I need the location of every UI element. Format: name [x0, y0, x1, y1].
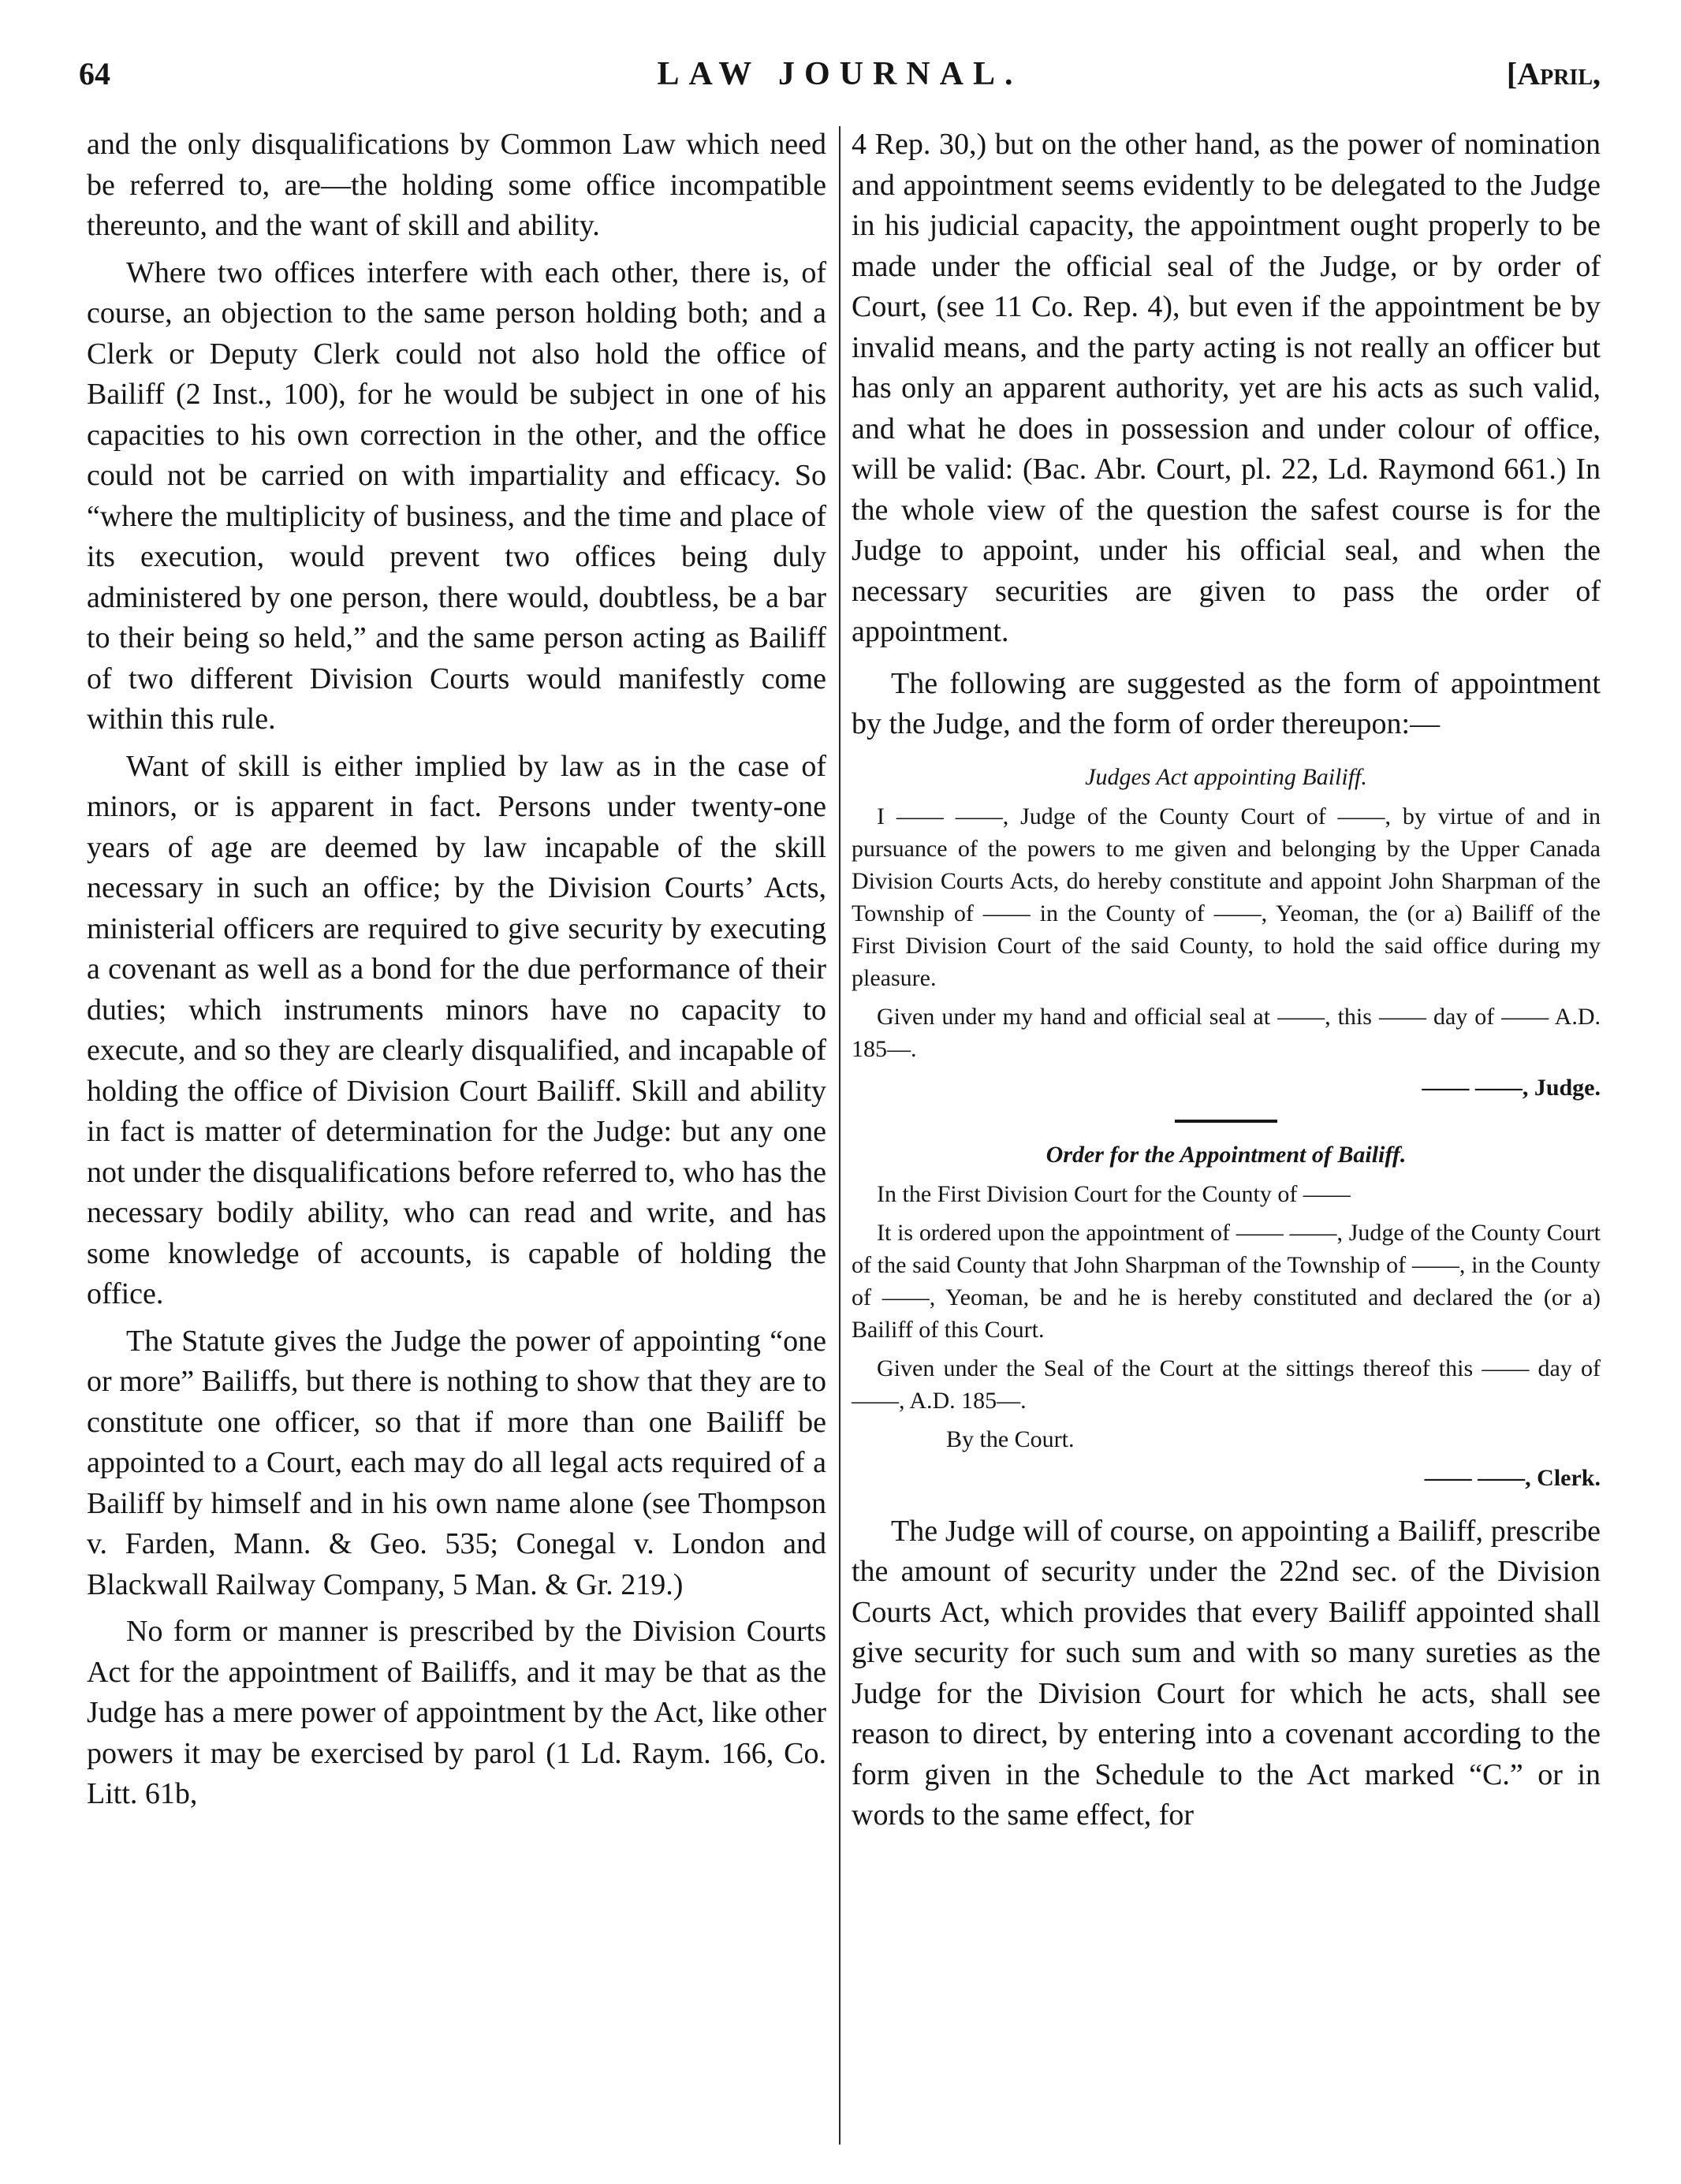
court-line: In the First Division Court for the County of —— [877, 1180, 1351, 1207]
paragraph: Where two offices interfere with each other, there is, of course, an objection to the same person holding both; and a Clerk or Deputy Clerk could not also hold the office of Bailiff (2 Inst., 100), for he would be subject in one of his capacities to his own correction in the other, and the office could not be carried on with impartiality and efficacy. So “where the multiplicity of business, and the time and place of its execution, would prevent two offices being duly administered by one person, there would, doubtless, be a bar to their being so held,” and the same person acting as Bailiff of two different Division Courts would manifestly come within this rule. [87, 255, 826, 736]
form-given-line: Given under the Seal of the Court at the sittings thereof this —— day of ——, A.D. 185—. [852, 1355, 1601, 1414]
paragraph: The following are suggested as the form of appointment by the Judge, and the form of order thereupon:— [852, 666, 1601, 740]
issue-month: [April, [1506, 56, 1601, 91]
form-body: I —— ——, Judge of the County Court of ——, by virtue of and in pursuance of the powers to me given and belonging by the Upper Canada Division Courts Acts, do hereby constitute and appoint John Sharpman of the Township of —— in the County of ——, Yeoman, the (or a) Bailiff of the First Division Court of the said County, to hold the said office during my pleasure. [852, 803, 1601, 991]
running-header [79, 55, 1601, 110]
paragraph: The Judge will of course, on appointing a Bailiff, prescribe the amount of security under the 22nd sec. of the Division Courts Act, which provides that every Bailiff appointed shall give security for such sum and with so many sureties as the Judge for the Division Court for which he acts, shall see reason to direct, by entering into a covenant according to the form given in the Schedule to the Act marked “C.” or in words to the same effect, for [852, 1514, 1601, 1832]
form-heading: Judges Act appointing Bailiff. [1085, 763, 1367, 790]
paragraph: Want of skill is either implied by law as in the case of minors, or is apparent in fact. Persons under twenty-one years of age are deemed by law incapable of the skill necessary in such an office; by the Division Courts’ Acts, ministerial officers are required to give security by executing a covenant as well as a bond for the due performance of their duties; which instruments minors have no capacity to execute, and so they are clearly disqualified, and incapable of holding the office of Division Court Bailiff. Skill and ability in fact is matter of determination for the Judge: but any one not under the disqualifications before referred to, who has the necessary bodily ability, who can read and write, and has some knowledge of accounts, is capable of holding the office. [87, 749, 826, 1310]
section-divider [1175, 1120, 1277, 1123]
right-column [852, 125, 1601, 1836]
form-given-line: Given under my hand and official seal at ——, this —— day of —— A.D. 185—. [852, 1003, 1601, 1062]
clerk-signature-line: —— ——, Clerk. [1424, 1464, 1601, 1491]
left-column [87, 125, 826, 1815]
column-divider [839, 126, 840, 2145]
judge-signature-line: —— ——, Judge. [1422, 1074, 1601, 1101]
page-number: 64 [79, 56, 110, 91]
paragraph: The Statute gives the Judge the power of appointing “one or more” Bailiffs, but there is nothing to show that they are to constitute one officer, so that if more than one Bailiff be appointed to a Court, each may do all legal acts required of a Bailiff by himself and in his own name alone (see Thompson v. Farden, Mann. & Geo. 535; Conegal v. London and Blackwall Railway Company, 5 Man. & Gr. 219.) [87, 1324, 826, 1601]
order-form [852, 1178, 1601, 1494]
paragraph: No form or manner is prescribed by the Division Courts Act for the appointment of Bailiffs, and it may be that as the Judge has a mere power of appointment by the Act, like other powers it may be exercised by parol (1 Ld. Raym. 166, Co. Litt. 61b, [87, 1615, 826, 1810]
form-heading: Order for the Appointment of Bailiff. [1046, 1141, 1407, 1168]
journal-title: LAW JOURNAL. [657, 56, 1023, 92]
appointment-form [852, 800, 1601, 1104]
by-the-court-line: By the Court. [946, 1426, 1075, 1452]
form-body: It is ordered upon the appointment of —— ——, Judge of the County Court of the said County that John Sharpman of the Township of ——, in the County of ——, Yeoman, be and he is hereby constituted and declared the (or a) Bailiff of this Court. [852, 1219, 1601, 1343]
paragraph: and the only disqualifications by Common Law which need be referred to, are—the holding some office incompatible thereunto, and the want of skill and ability. [87, 128, 826, 242]
paragraph: 4 Rep. 30,) but on the other hand, as the power of nomination and appointment seems evidently to be delegated to the Judge in his judicial capacity, the appointment ought properly to be made under the official seal of the Judge, or by order of Court, (see 11 Co. Rep. 4), but even if the appointment be by invalid means, and the party acting is not really an officer but has only an apparent authority, yet are his acts as such valid, and what he does in possession and under colour of office, will be valid: (Bac. Abr. Court, pl. 22, Ld. Raymond 661.) In the whole view of the question the safest course is for the Judge to appoint, under his official seal, and when the necessary securities are given to pass the order of appointment. [852, 128, 1601, 648]
